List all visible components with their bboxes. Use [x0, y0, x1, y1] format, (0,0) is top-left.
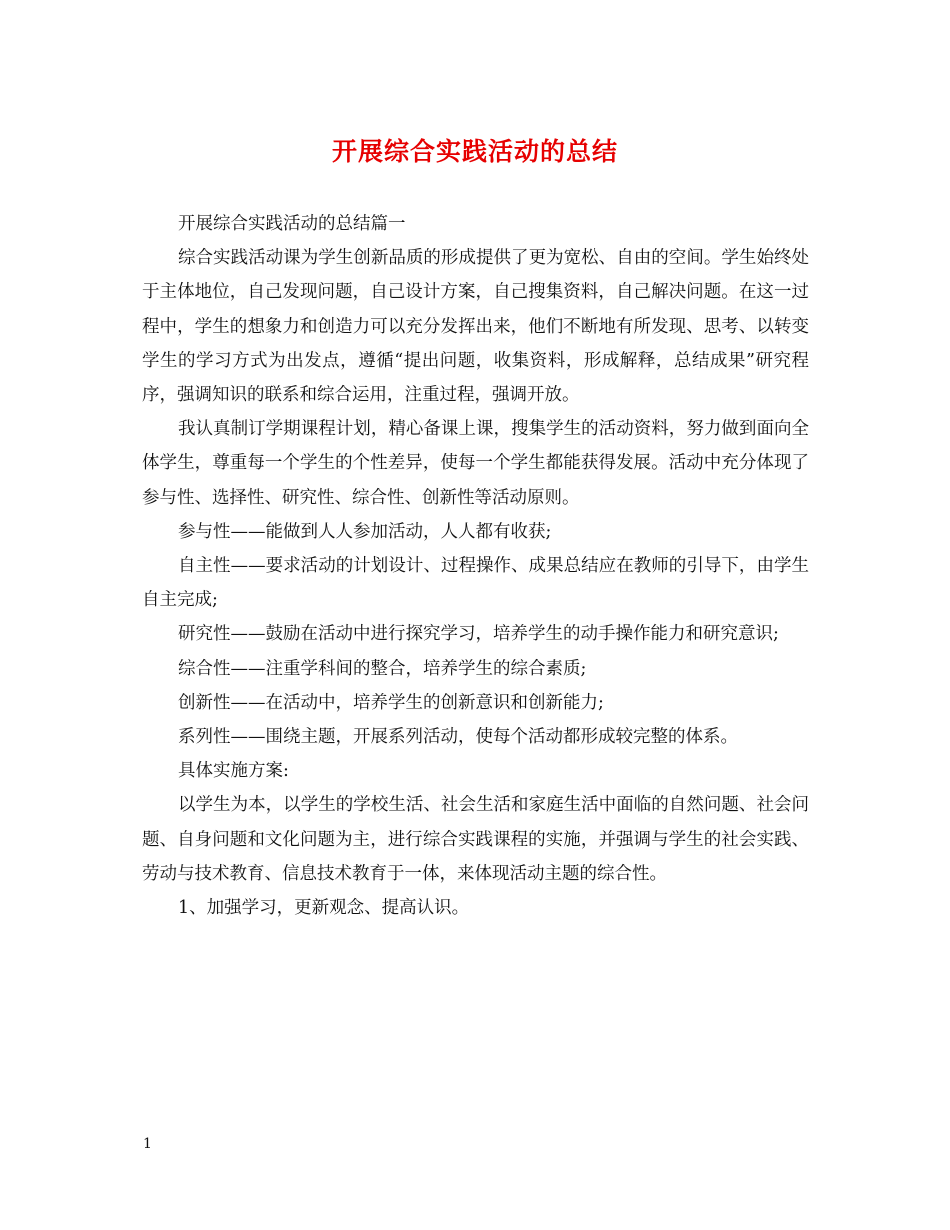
- paragraph: 综合实践活动课为学生创新品质的形成提供了更为宽松、自由的空间。学生始终处于主体地位，自己发现问题，自己设计方案，自己搜集资料，自己解决问题。在这一过程中，学生的想象力和创造力可以充分发挥出来，他们不断地有所发现、思考、以转变学生的学习方式为出发点，遵循“提出问题，收集资料，形成解释，总结成果”研究程序，强调知识的联系和综合运用，注重过程，强调开放。: [142, 248, 809, 406]
- principle-innovation: 创新性——在活动中，培养学生的创新意识和创新能力;: [178, 692, 604, 713]
- principle-series: 系列性——围绕主题，开展系列活动，使每个活动都形成较完整的体系。: [178, 727, 738, 748]
- section-heading: 开展综合实践活动的总结篇一: [178, 214, 406, 234]
- principle-comprehensive: 综合性——注重学科间的整合，培养学生的综合素质;: [178, 658, 587, 679]
- paragraph: 我认真制订学期课程计划，精心备课上课，搜集学生的活动资料，努力做到面向全体学生，尊重每一个学生的个性差异，使每一个学生都能获得发展。活动中充分体现了参与性、选择性、研究性、综合性、创新性等活动原则。: [142, 419, 809, 508]
- plan-heading: 具体实施方案:: [178, 761, 289, 782]
- numbered-item: 1、加强学习，更新观念、提高认识。: [178, 898, 470, 919]
- document-body: [142, 207, 809, 925]
- document-title: 开展综合实践活动的总结: [331, 137, 618, 166]
- principle-participation: 参与性——能做到人人参加活动，人人都有收获;: [178, 521, 552, 542]
- principle-research: 研究性——鼓励在活动中进行探究学习，培养学生的动手操作能力和研究意识;: [178, 624, 779, 645]
- paragraph: 以学生为本，以学生的学校生活、社会生活和家庭生活中面临的自然问题、社会问题、自身问题和文化问题为主，进行综合实践课程的实施，并强调与学生的社会实践、劳动与技术教育、信息技术教育于一体，来体现活动主题的综合性。: [142, 795, 809, 884]
- page-number: 1: [143, 1136, 152, 1152]
- principle-autonomy: 自主性——要求活动的计划设计、过程操作、成果总结应在教师的引导下，由学生自主完成;: [142, 556, 809, 611]
